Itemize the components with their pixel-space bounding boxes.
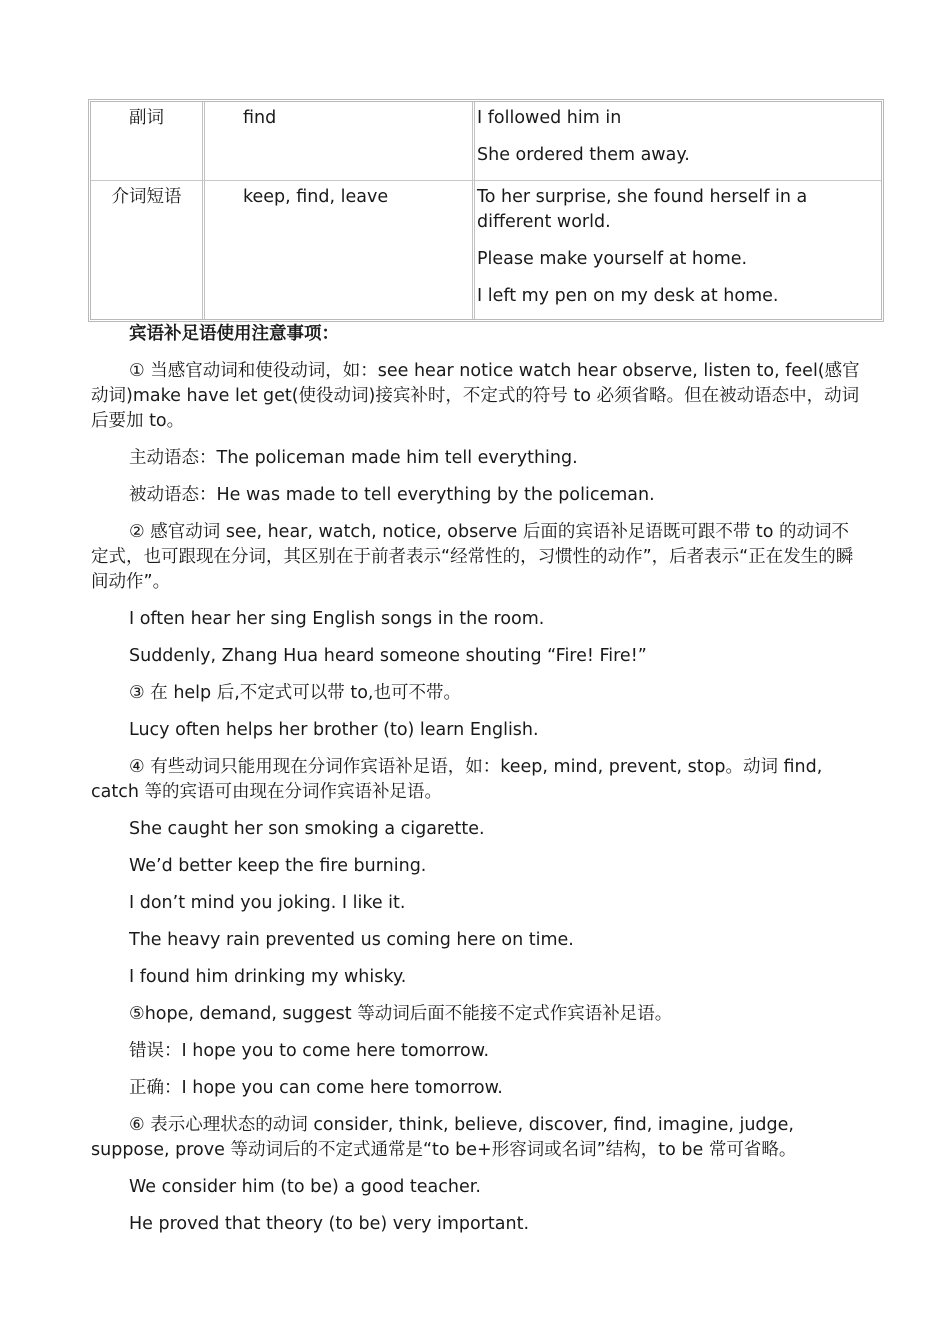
- notes-section: [91, 322, 863, 1249]
- example-sentence: To her surprise, she found herself in a different world.: [477, 187, 808, 232]
- example-sentence: I followed him in: [477, 108, 622, 128]
- note-paragraph: 正确：I hope you can come here tomorrow.: [129, 1078, 503, 1098]
- table-row: [91, 180, 881, 319]
- example-sentence: She ordered them away.: [477, 145, 690, 165]
- note-paragraph: He proved that theory (to be) very important.: [129, 1214, 530, 1234]
- example-sentence: I left my pen on my desk at home.: [477, 286, 779, 306]
- note-paragraph: Suddenly, Zhang Hua heard someone shouting “Fire! Fire!”: [129, 646, 647, 666]
- section-heading: 宾语补足语使用注意事项：: [129, 324, 339, 344]
- note-paragraph: ③ 在 help 后,不定式可以带 to,也可不带。: [129, 683, 461, 703]
- note-paragraph: ② 感官动词 see, hear, watch, notice, observe 后面的宾语补足语既可跟不带 to 的动词不定式，也可跟现在分词，其区别在于前者表示“经常性的，习惯性的动作”，后者表示“正在发生的瞬间动作”。: [91, 522, 854, 592]
- table-row: [91, 102, 881, 180]
- note-paragraph: 被动语态：He was made to tell everything by the policeman.: [129, 485, 655, 505]
- note-paragraph: ⑤hope, demand, suggest 等动词后面不能接不定式作宾语补足语。: [129, 1004, 673, 1024]
- complement-table: [88, 99, 884, 322]
- note-paragraph: ⑥ 表示心理状态的动词 consider, think, believe, discover, find, imagine, judge, suppose, prove 等动词后的不定式通常是“to be+形容词或名词”结构，to be 常可省略。: [91, 1115, 797, 1160]
- note-paragraph: 主动语态：The policeman made him tell everything.: [129, 448, 578, 468]
- note-paragraph: Lucy often helps her brother (to) learn English.: [129, 720, 539, 740]
- note-paragraph: The heavy rain prevented us coming here on time.: [129, 930, 574, 950]
- table-cell-type: 介词短语: [91, 181, 205, 319]
- example-sentence: Please make yourself at home.: [477, 249, 748, 269]
- note-paragraph: We’d better keep the fire burning.: [129, 856, 427, 876]
- note-paragraph: She caught her son smoking a cigarette.: [129, 819, 485, 839]
- note-paragraph: We consider him (to be) a good teacher.: [129, 1177, 481, 1197]
- note-paragraph: ① 当感官动词和使役动词，如：see hear notice watch hear observe, listen to, feel(感官动词)make have let get(使役动词)接宾补时，不定式的符号 to 必须省略。但在被动语态中，动词后要加 to。: [91, 361, 860, 431]
- table-cell-type: 副词: [91, 102, 205, 180]
- note-paragraph: I don’t mind you joking. I like it.: [129, 893, 406, 913]
- note-paragraph: 错误：I hope you to come here tomorrow.: [129, 1041, 490, 1061]
- table-cell-verbs: keep, find, leave: [205, 181, 475, 319]
- note-paragraph: I found him drinking my whisky.: [129, 967, 407, 987]
- table-cell-examples: [475, 181, 881, 319]
- table-cell-examples: [475, 102, 881, 180]
- note-paragraph: I often hear her sing English songs in the room.: [129, 609, 545, 629]
- note-paragraph: ④ 有些动词只能用现在分词作宾语补足语，如：keep, mind, prevent, stop。动词 find, catch 等的宾语可由现在分词作宾语补足语。: [91, 757, 823, 802]
- table-cell-verbs: find: [205, 102, 475, 180]
